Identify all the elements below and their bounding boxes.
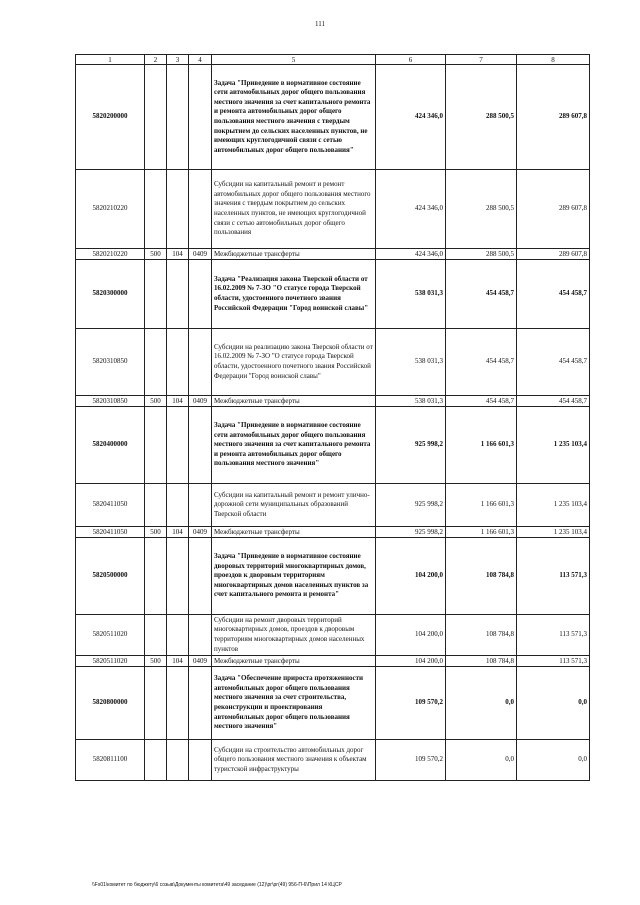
amount-col-6-cell: 104 200,0 (376, 538, 446, 615)
column-4-cell (189, 329, 212, 396)
amount-col-6-cell: 538 031,3 (376, 260, 446, 329)
column-4-cell (189, 407, 212, 484)
amount-col-7-cell: 288 500,5 (446, 170, 517, 249)
column-2-cell: 500 (145, 249, 167, 260)
amount-col-8-cell: 454 458,7 (517, 329, 590, 396)
column-2-cell (145, 740, 167, 781)
transfer-row (76, 656, 590, 667)
column-2-cell (145, 615, 167, 656)
column-4-cell (189, 667, 212, 740)
column-4-cell (189, 260, 212, 329)
column-2-cell (145, 260, 167, 329)
column-4-cell: 0409 (189, 656, 212, 667)
task-row (76, 65, 590, 170)
header-col-4: 4 (189, 55, 212, 65)
amount-col-6-cell: 109 570,2 (376, 740, 446, 781)
description-cell: Задача "Приведение в нормативное состояние сети автомобильных дорог общего пользования местного значения за счет капитального ремонта и ремонта автомобильных дорог общего пользования местного значения с твердым покрытием до сельских населенных пунктов, не имеющих круглогодичной связи с сетью автомобильных дорог общего пользования" (212, 65, 376, 170)
subsidy-row (76, 484, 590, 527)
amount-col-8-cell: 454 458,7 (517, 260, 590, 329)
header-col-5: 5 (212, 55, 376, 65)
amount-col-7-cell: 288 500,5 (446, 65, 517, 170)
description-cell: Субсидии на капитальный ремонт и ремонт автомобильных дорог общего пользования местного значения с твердым покрытием до сельских населенных пунктов, не имеющих круглогодичной связи с сетью автомобильных дорог общего пользования (212, 170, 376, 249)
page-number: 111 (315, 20, 325, 28)
description-cell: Субсидии на ремонт дворовых территорий многоквартирных домов, проездов к дворовым территориям многоквартирных домов населенных пунктов (212, 615, 376, 656)
amount-col-6-cell: 104 200,0 (376, 615, 446, 656)
column-2-cell (145, 65, 167, 170)
column-3-cell (167, 538, 189, 615)
column-4-cell (189, 484, 212, 527)
amount-col-8-cell: 113 571,3 (517, 656, 590, 667)
column-2-cell: 500 (145, 527, 167, 538)
amount-col-8-cell: 289 607,8 (517, 170, 590, 249)
amount-col-7-cell: 108 784,8 (446, 656, 517, 667)
code-cell: 5820500000 (76, 538, 145, 615)
file-path-footer: \\Fs01\комитет по бюджету\6 созыв\Документы комитета\49 заседание (12)\рг\рг(49) 956-П-6\Прил 14 КЦСР (92, 882, 342, 888)
amount-col-8-cell: 1 235 103,4 (517, 484, 590, 527)
code-cell: 5820511020 (76, 656, 145, 667)
subsidy-row (76, 740, 590, 781)
amount-col-8-cell: 0,0 (517, 740, 590, 781)
code-cell: 5820310850 (76, 329, 145, 396)
column-2-cell (145, 538, 167, 615)
amount-col-7-cell: 288 500,5 (446, 249, 517, 260)
description-cell: Задача "Приведение в нормативное состояние сети автомобильных дорог общего пользования местного значения за счет капитального ремонта и ремонта автомобильных дорог общего пользования местного значения" (212, 407, 376, 484)
column-2-cell (145, 170, 167, 249)
column-4-cell: 0409 (189, 396, 212, 407)
code-cell: 5820511020 (76, 615, 145, 656)
code-cell: 5820411050 (76, 527, 145, 538)
description-cell: Субсидии на реализацию закона Тверской области от 16.02.2009 № 7-ЗО "О статусе города Тверской области, удостоенного почетного звания Российской Федерации "Город воинской славы" (212, 329, 376, 396)
code-cell: 5820400000 (76, 407, 145, 484)
column-2-cell: 500 (145, 396, 167, 407)
transfer-row (76, 396, 590, 407)
column-3-cell: 104 (167, 656, 189, 667)
description-cell: Межбюджетные трансферты (212, 527, 376, 538)
code-cell: 5820310850 (76, 396, 145, 407)
header-col-2: 2 (145, 55, 167, 65)
budget-table (75, 54, 590, 781)
amount-col-6-cell: 538 031,3 (376, 396, 446, 407)
amount-col-6-cell: 104 200,0 (376, 656, 446, 667)
task-row (76, 407, 590, 484)
amount-col-7-cell: 0,0 (446, 667, 517, 740)
amount-col-8-cell: 113 571,3 (517, 538, 590, 615)
description-cell: Задача "Реализация закона Тверской области от 16.02.2009 № 7-ЗО "О статусе города Тверской области, удостоенного почетного звания Российской Федерации "Город воинской славы" (212, 260, 376, 329)
column-4-cell (189, 65, 212, 170)
header-col-7: 7 (446, 55, 517, 65)
amount-col-6-cell: 109 570,2 (376, 667, 446, 740)
task-row (76, 667, 590, 740)
amount-col-7-cell: 1 166 601,3 (446, 527, 517, 538)
column-2-cell (145, 407, 167, 484)
amount-col-8-cell: 1 235 103,4 (517, 527, 590, 538)
amount-col-6-cell: 424 346,0 (376, 249, 446, 260)
amount-col-6-cell: 538 031,3 (376, 329, 446, 396)
code-cell: 5820411050 (76, 484, 145, 527)
column-4-cell: 0409 (189, 249, 212, 260)
column-3-cell: 104 (167, 249, 189, 260)
amount-col-7-cell: 1 166 601,3 (446, 484, 517, 527)
amount-col-8-cell: 289 607,8 (517, 65, 590, 170)
transfer-row (76, 249, 590, 260)
header-col-1: 1 (76, 55, 145, 65)
subsidy-row (76, 615, 590, 656)
description-cell: Задача "Приведение в нормативное состояние дворовых территорий многоквартирных домов, проездов к дворовым территориям многоквартирных домов населенных пунктов за счет капитального ремонта и ремонта" (212, 538, 376, 615)
code-cell: 5820200000 (76, 65, 145, 170)
column-3-cell (167, 65, 189, 170)
amount-col-7-cell: 1 166 601,3 (446, 407, 517, 484)
amount-col-6-cell: 925 998,2 (376, 484, 446, 527)
column-3-cell (167, 170, 189, 249)
header-row (76, 55, 590, 65)
amount-col-8-cell: 1 235 103,4 (517, 407, 590, 484)
transfer-row (76, 527, 590, 538)
amount-col-6-cell: 424 346,0 (376, 170, 446, 249)
description-cell: Задача "Обеспечение прироста протяженности автомобильных дорог общего пользования местного значения за счет строительства, реконструкции и проектирования автомобильных дорог общего пользования местного значения" (212, 667, 376, 740)
description-cell: Субсидии на строительство автомобильных дорог общего пользования местного значения к объектам туристской инфраструктуры (212, 740, 376, 781)
table-body (76, 65, 590, 781)
amount-col-7-cell: 0,0 (446, 740, 517, 781)
description-cell: Субсидии на капитальный ремонт и ремонт улично-дорожной сети муниципальных образований Тверской области (212, 484, 376, 527)
column-4-cell: 0409 (189, 527, 212, 538)
description-cell: Межбюджетные трансферты (212, 656, 376, 667)
amount-col-7-cell: 108 784,8 (446, 615, 517, 656)
column-4-cell (189, 538, 212, 615)
subsidy-row (76, 329, 590, 396)
header-col-6: 6 (376, 55, 446, 65)
header-col-3: 3 (167, 55, 189, 65)
amount-col-8-cell: 454 458,7 (517, 396, 590, 407)
column-2-cell (145, 667, 167, 740)
column-4-cell (189, 615, 212, 656)
amount-col-7-cell: 108 784,8 (446, 538, 517, 615)
code-cell: 5820811100 (76, 740, 145, 781)
column-3-cell: 104 (167, 396, 189, 407)
column-2-cell (145, 329, 167, 396)
code-cell: 5820210220 (76, 249, 145, 260)
amount-col-6-cell: 925 998,2 (376, 407, 446, 484)
amount-col-8-cell: 289 607,8 (517, 249, 590, 260)
amount-col-8-cell: 113 571,3 (517, 615, 590, 656)
amount-col-8-cell: 0,0 (517, 667, 590, 740)
column-3-cell (167, 329, 189, 396)
description-cell: Межбюджетные трансферты (212, 249, 376, 260)
code-cell: 5820300000 (76, 260, 145, 329)
code-cell: 5820800000 (76, 667, 145, 740)
column-4-cell (189, 740, 212, 781)
amount-col-7-cell: 454 458,7 (446, 396, 517, 407)
column-2-cell (145, 484, 167, 527)
description-cell: Межбюджетные трансферты (212, 396, 376, 407)
column-3-cell (167, 740, 189, 781)
amount-col-6-cell: 424 346,0 (376, 65, 446, 170)
column-3-cell (167, 484, 189, 527)
task-row (76, 538, 590, 615)
column-3-cell (167, 260, 189, 329)
task-row (76, 260, 590, 329)
subsidy-row (76, 170, 590, 249)
column-3-cell: 104 (167, 527, 189, 538)
amount-col-7-cell: 454 458,7 (446, 329, 517, 396)
column-2-cell: 500 (145, 656, 167, 667)
amount-col-7-cell: 454 458,7 (446, 260, 517, 329)
column-4-cell (189, 170, 212, 249)
code-cell: 5820210220 (76, 170, 145, 249)
column-3-cell (167, 667, 189, 740)
column-3-cell (167, 407, 189, 484)
column-3-cell (167, 615, 189, 656)
amount-col-6-cell: 925 998,2 (376, 527, 446, 538)
header-col-8: 8 (517, 55, 590, 65)
